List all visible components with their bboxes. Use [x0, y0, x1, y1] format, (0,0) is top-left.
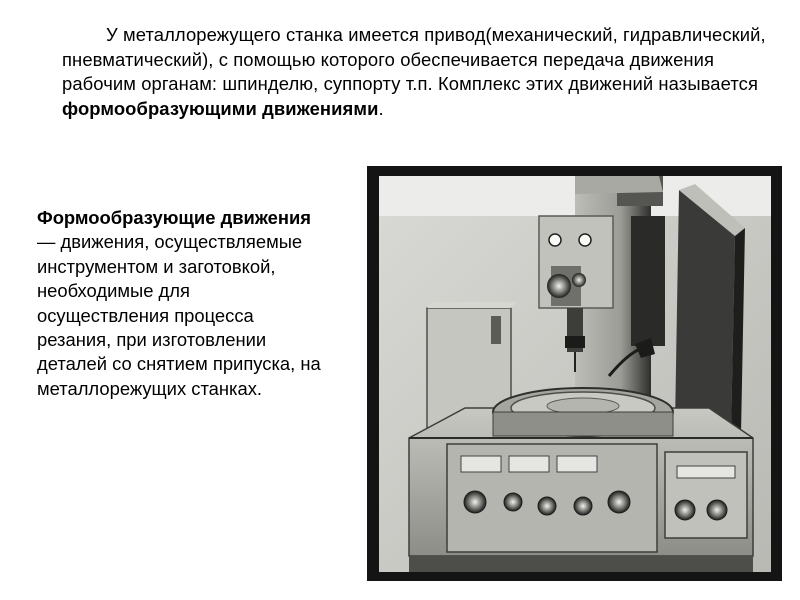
intro-period: . [378, 97, 384, 119]
machine-photo-frame [367, 166, 782, 581]
intro-term: формообразующими движениями [62, 97, 379, 119]
definition-paragraph [37, 206, 327, 401]
machine-tool-photo [379, 176, 771, 572]
intro-paragraph [62, 23, 784, 121]
definition-term: Формообразующие движения [37, 207, 312, 228]
intro-text: У металлорежущего станка имеется привод(механический, гидравлический, пневматический), с помощью которого обеспечивается передача движения рабочим органам: шпинделю, суппорту т.п. Комплекс этих движений называется [62, 24, 766, 94]
definition-text: — движения, осуществляемые инструментом и заготовкой, необходимые для осуществления процесса резания, при изготовлении деталей со снятием припуска, на металлорежущих станках. [37, 231, 321, 399]
